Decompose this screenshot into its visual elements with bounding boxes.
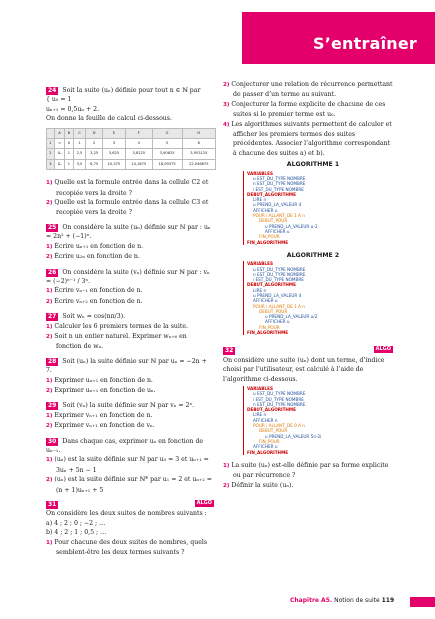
exercise-statement: 24 Soit la suite (uₙ) définie pour tout n ∈ ℕ par <box>48 87 201 94</box>
question: 1) Calculer les 6 premiers termes de la suite. <box>46 322 188 330</box>
algorithm-line: u PREND_LA_VALEUR u-2 <box>265 223 318 229</box>
spreadsheet-cell <box>47 128 55 138</box>
algorithm-line: FIN_ALGORITHME <box>247 449 289 455</box>
question: 2) (uₙ) est la suite définie sur ℕ* par u₁ = 2 et uₙ₊₂ = (n + 1)uₙ₊₁ + 5 <box>46 476 212 494</box>
exercise-statement: 29 Soit (vₙ) la suite définie sur ℕ par vₙ = 2ⁿ. <box>48 402 195 410</box>
exercise-number: 32 <box>225 347 234 355</box>
question: 2) Quelle est la formule entrée dans la cellule C3 et recopiée vers la droite ? <box>46 199 209 217</box>
algorithm-line: u PREND_LA_VALEUR 5n-2i <box>265 433 322 439</box>
exercise-number: 31 <box>48 501 57 509</box>
algorithm-line: DEBUT_ALGORITHME <box>247 282 296 288</box>
text-line: { u₀ = 1 <box>46 96 72 104</box>
spreadsheet-cell: 22,046875 <box>182 159 215 169</box>
question-number: 2) <box>46 387 55 394</box>
spreadsheet-cell: 14,1875 <box>126 159 153 169</box>
question-number: 2) <box>46 200 55 207</box>
algorithm-line: n EST_DU_TYPE NOMBRE <box>253 271 306 277</box>
algorithm-line: DEBUT_POUR <box>259 308 288 314</box>
spreadsheet-cell: 1 <box>65 149 73 159</box>
page-number: 119 <box>381 597 395 604</box>
question-number: 2) <box>223 82 232 88</box>
algorithm-body <box>243 386 383 455</box>
question: 2) Écrire u₂ₙ en fonction de n. <box>46 253 140 261</box>
spreadsheet-cell: 3,8125 <box>126 149 153 159</box>
spreadsheet-cell: 18,09375 <box>152 159 182 169</box>
spreadsheet-cell: n <box>54 139 65 149</box>
question-number: 2) <box>46 298 55 305</box>
algorithm-line: FIN_ALGORITHME <box>247 330 289 336</box>
spreadsheet-cell: A <box>54 128 65 138</box>
algorithm-line: u EST_DU_TYPE NOMBRE <box>253 175 306 181</box>
question-number: 1) <box>46 180 55 187</box>
question: 2) Exprimer vₙ₊₁ en fonction de vₙ. <box>46 422 155 430</box>
algorithm-box <box>243 386 383 455</box>
footer-title: Notion de suite <box>334 597 380 604</box>
spreadsheet-cell: 6 <box>182 139 215 149</box>
question-number: 1) <box>46 243 55 250</box>
spreadsheet-cell: 3,25 <box>86 149 102 159</box>
question-number: 2) <box>46 254 55 261</box>
algorithm-line: DEBUT_ALGORITHME <box>247 191 296 197</box>
question: 1) Exprimer vₙ₊₁ en fonction de n. <box>46 411 153 419</box>
algorithm-line: u EST_DU_TYPE NOMBRE <box>253 266 306 272</box>
text-line: a) 4 ; 2 ; 0 ; −2 ; … <box>46 519 106 527</box>
spreadsheet-cell: F <box>126 128 153 138</box>
question-number: 2) <box>223 482 232 489</box>
spreadsheet-cell: 4 <box>126 139 153 149</box>
spreadsheet-cell: 3,625 <box>102 149 125 159</box>
exercise-number: 26 <box>48 268 57 276</box>
algorithm-line: VARIABLES <box>247 261 273 267</box>
exercise-number: 28 <box>48 357 57 365</box>
algorithm-line: i EST_DU_TYPE NOMBRE <box>253 186 304 192</box>
exercise-number: 24 <box>48 87 57 94</box>
spreadsheet-cell: E <box>102 128 125 138</box>
question: 1) La suite (uₙ) est-elle définie par sa forme explicite ou par récurrence ? <box>223 461 389 480</box>
algo-badge: ALGO <box>375 346 391 353</box>
spreadsheet-cell: 2,5 <box>73 149 86 159</box>
spreadsheet-cell: 3,953125 <box>182 149 215 159</box>
question: 1) Quelle est la formule entrée dans la cellule C2 et recopiée vers la droite ? <box>46 179 209 197</box>
spreadsheet-cell: 3 <box>102 139 125 149</box>
algorithm-line: u PREND_LA_VALEUR 4 <box>253 202 302 208</box>
algorithm-line: AFFICHER u <box>253 444 278 450</box>
exercise-statement: 27 Soit wₙ = cos(nπ/3). <box>48 313 126 321</box>
spreadsheet-cell: 2 <box>86 139 102 149</box>
spreadsheet-cell: 1 <box>47 139 55 149</box>
spreadsheet-cell: 3,5 <box>73 159 86 169</box>
question: 2) Exprimer uₙ₊₁ en fonction de uₙ. <box>46 386 156 394</box>
question-number: 4) <box>223 121 232 128</box>
algorithm-line: POUR i ALLANT_DE 1 A n <box>253 303 305 309</box>
spreadsheet-row <box>47 159 216 169</box>
algorithm-line: DEBUT_ALGORITHME <box>247 407 296 413</box>
algorithm-box <box>243 160 383 245</box>
spreadsheet-cell: 0 <box>65 139 73 149</box>
spreadsheet-cell: B <box>65 128 73 138</box>
spreadsheet-cell: Sₙ <box>54 159 65 169</box>
question-number: 1) <box>46 377 55 384</box>
spreadsheet-cell: 3 <box>47 159 55 169</box>
algo-badge: ALGO <box>196 500 212 507</box>
question: 1) (uₙ) est la suite définie sur ℕ par u₀ = 3 et uₙ₊₁ = 3uₙ + 5n − 1 <box>46 456 209 474</box>
spreadsheet-cell: D <box>86 128 102 138</box>
algorithm-line: u EST_DU_TYPE NOMBRE <box>253 391 306 397</box>
spreadsheet-cell: 3,90625 <box>152 149 182 159</box>
algorithm-line: POUR i ALLANT_DE 1 A n <box>253 213 305 219</box>
algorithm-line: FIN_ALGORITHME <box>247 239 289 245</box>
text-line: On donne la feuille de calcul ci-dessous. <box>46 115 172 123</box>
question: 2) Écrire vₙ₊₂ en fonction de n. <box>46 297 143 305</box>
exercise-number: 27 <box>48 313 57 321</box>
exercise-statement <box>46 500 214 509</box>
spreadsheet-cell: G <box>152 128 182 138</box>
algorithm-line: i EST_DU_TYPE NOMBRE <box>253 396 304 402</box>
question: 3) Conjecturer la forme explicite de chacune de ces suites si le premier terme est u₀. <box>223 100 386 119</box>
exercise-number: 29 <box>48 402 57 410</box>
spreadsheet-cell: 5 <box>152 139 182 149</box>
right-column <box>223 80 393 491</box>
exercise-statement: 25 On considère la suite (uₙ) définie sur ℕ par : uₙ = 2n² + (−1)ⁿ. <box>46 223 211 241</box>
algorithm-line: n EST_DU_TYPE NOMBRE <box>253 401 306 407</box>
question: 2) Soit n un entier naturel. Exprimer wₙ₊₆ en fonction de wₙ. <box>46 332 187 351</box>
exercise-statement <box>223 346 393 355</box>
exercise-number: 25 <box>48 223 57 231</box>
algorithm-line: u PREND_LA_VALEUR u/2 <box>265 314 318 320</box>
algorithm-line: VARIABLES <box>247 170 273 176</box>
algorithm-line: VARIABLES <box>247 386 273 391</box>
exercise-statement: 26 On considère la suite (vₙ) définie sur ℕ par : vₙ = (−2)ⁿ⁻¹ / 3ⁿ. <box>46 268 210 285</box>
question-number: 2) <box>46 477 55 484</box>
footer-chapter: Chapitre A5. <box>290 597 333 604</box>
question-number: 2) <box>46 333 55 340</box>
algorithm-line: n EST_DU_TYPE NOMBRE <box>253 181 306 187</box>
algorithm-line: u PREND_LA_VALEUR 4 <box>253 293 302 298</box>
question: 2) Définir la suite (uₙ). <box>223 481 294 489</box>
question-number: 1) <box>46 412 55 419</box>
algorithm-line: LIRE n <box>253 287 267 293</box>
question: 1) Écrire vₙ₋₁ en fonction de n. <box>46 287 143 295</box>
text-line: On considère une suite (uₙ) dont un terme, d’indice choisi par l’utilisateur, est calculé à l’aide de l’algorithme ci-dessous. <box>223 356 385 383</box>
page-footer <box>290 597 394 604</box>
algorithm-line: AFFICHER u <box>265 228 290 234</box>
algorithm-line: AFFICHER u <box>253 298 278 304</box>
footer-bar <box>410 597 435 607</box>
spreadsheet-cell: 1 <box>65 159 73 169</box>
exercise-statement: 30 Dans chaque cas, exprimer uₙ en fonction de uₙ₋₁. <box>46 437 204 454</box>
text-line: uₙ₊₁ = 0,5uₙ + 2. <box>46 105 100 113</box>
spreadsheet-cell: H <box>182 128 215 138</box>
algorithm-title: ALGORITHME 2 <box>286 251 340 259</box>
algorithm-line: LIRE n <box>253 197 267 203</box>
algorithm-line: i EST_DU_TYPE NOMBRE <box>253 277 304 283</box>
algorithm-title: ALGORITHME 1 <box>286 161 340 169</box>
question-number: 3) <box>223 101 232 108</box>
exercise-statement: 28 Soit (uₙ) la suite définie sur ℕ par uₙ = −2n + 7. <box>46 357 207 375</box>
algorithm-body <box>243 171 383 245</box>
spreadsheet-row <box>47 149 216 159</box>
spreadsheet-cell: C <box>73 128 86 138</box>
question-number: 1) <box>46 323 55 330</box>
spreadsheet-row <box>47 128 216 138</box>
algorithm-line: FIN_POUR <box>259 324 280 330</box>
algorithm-line: FIN_POUR <box>259 234 280 240</box>
text-line: On considère les deux suites de nombres suivants : <box>46 510 207 518</box>
spreadsheet-cell: 6,75 <box>86 159 102 169</box>
algorithm-line: AFFICHER u <box>253 207 278 213</box>
question-number: 1) <box>46 288 55 295</box>
spreadsheet-cell: 2 <box>47 149 55 159</box>
question: 1) Exprimer uₙ₊₁ en fonction de n. <box>46 376 153 384</box>
spreadsheet-cell: 1 <box>73 139 86 149</box>
spreadsheet-cell: 10,375 <box>102 159 125 169</box>
section-banner <box>242 12 435 64</box>
left-column <box>46 86 214 557</box>
text-line: b) 4 ; 2 ; 1 ; 0,5 ; … <box>46 529 107 537</box>
question: 1) Écrire uₙ₊₁ en fonction de n. <box>46 242 144 250</box>
algorithm-box <box>243 251 383 336</box>
algorithm-body <box>243 261 383 335</box>
spreadsheet-cell: Uₙ <box>54 149 65 159</box>
algorithm-line: DEBUT_POUR <box>259 218 288 224</box>
algorithm-line: AFFICHER u <box>265 319 290 325</box>
question-number: 1) <box>223 462 232 469</box>
question-number: 2) <box>46 423 55 430</box>
spreadsheet-row <box>47 139 216 149</box>
algorithm-line: POUR i ALLANT_DE 0 A n <box>253 423 305 429</box>
question-number: 1) <box>46 457 55 464</box>
spreadsheet <box>46 128 216 171</box>
algorithm-line: DEBUT_POUR <box>259 428 288 434</box>
question: 2) Conjecturer une relation de récurrence permettant de passer d’un terme au suivant. <box>223 81 393 99</box>
algorithm-line: AFFICHER n <box>253 417 278 423</box>
exercise-number: 30 <box>48 437 57 445</box>
section-title: S’entraîner <box>313 34 417 53</box>
question: 1) Pour chacune des deux suites de nombres, quels semblent-être les deux termes suivants ? <box>46 538 208 557</box>
algorithm-line: FIN_POUR <box>259 438 280 444</box>
algorithm-line: LIRE n <box>253 412 267 418</box>
question: 4) Les algorithmes suivants permettent de calculer et afficher les premiers termes des suites précédentes. Associer l’algorithme correspondant à chacune des suites a) et b). <box>223 120 392 157</box>
question-number: 1) <box>46 539 55 546</box>
